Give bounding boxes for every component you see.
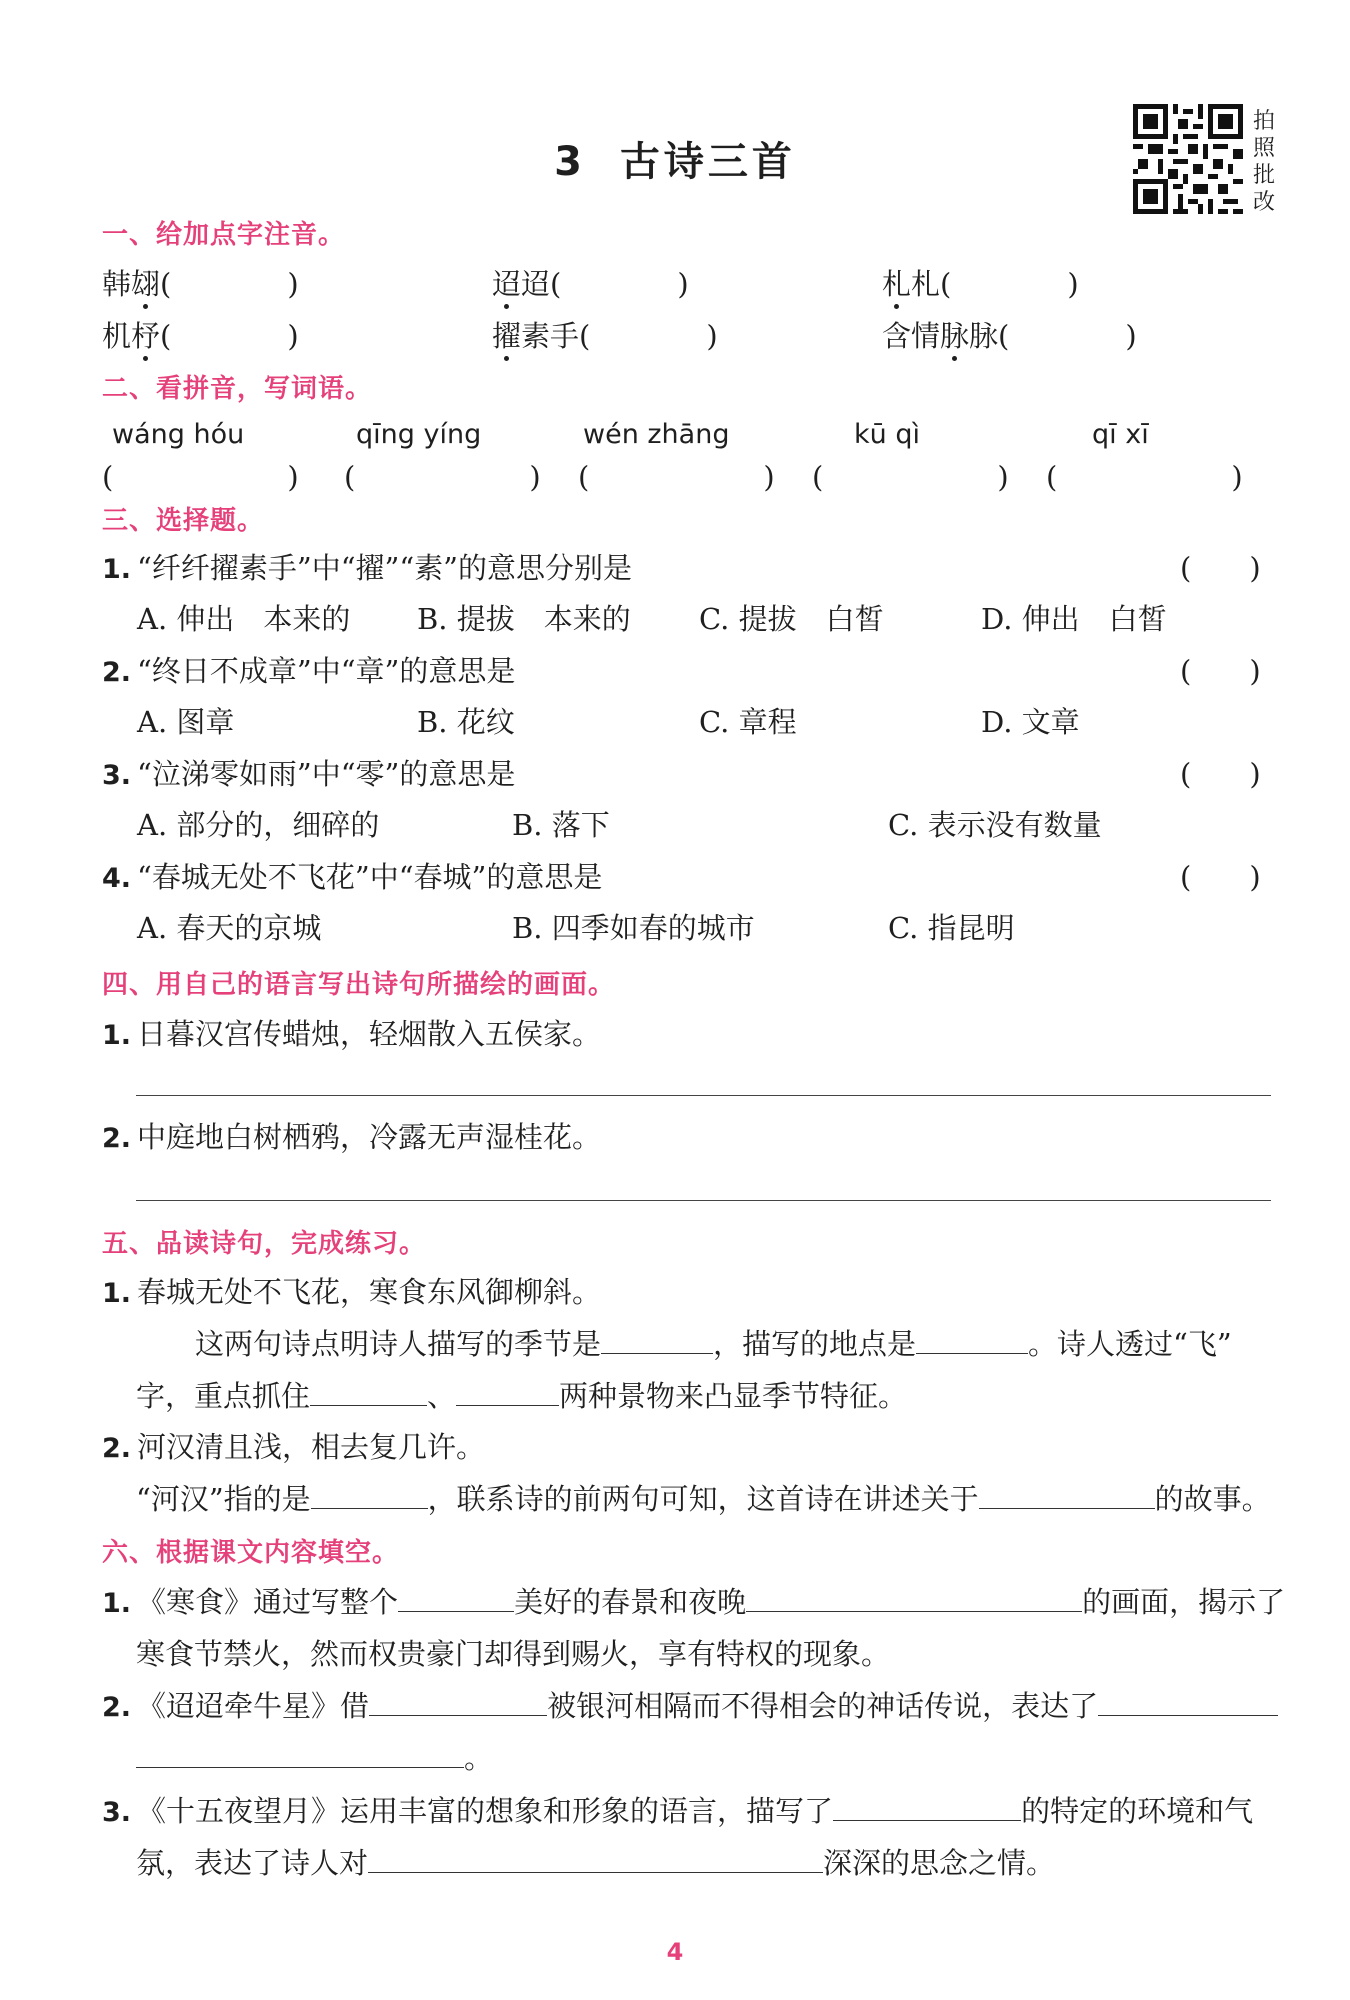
mcq-1-question: 1. “纤纤擢素手”中“擢”“素”的意思分别是 [102,551,633,585]
mcq-4-answer-paren[interactable]: ( ) [1180,860,1261,894]
pinyin-1: wáng hóu [112,419,245,450]
s5-q1-line2: 字，重点抓住 、 两种景物来凸显季节特征。 [136,1379,908,1413]
answer-blank[interactable]: ( ) [579,319,718,353]
mcq-3-question: 3. “泣涕零如雨”中“零”的意思是 [102,757,516,791]
section-6-heading: 六、根据课文内容填空。 [102,1538,400,1568]
s5-q2: 2. 河汉清且浅，相去复几许。 [102,1430,486,1464]
section-3-heading: 三、选择题。 [102,506,265,536]
mcq-2-option-d[interactable]: D. 文章 [981,705,1080,739]
mcq-1-option-a[interactable]: A. 伸出 本来的 [137,602,351,636]
mcq-3-option-a[interactable]: A. 部分的，细碎的 [137,808,380,842]
word-blank-4[interactable]: ( ) [812,460,1009,494]
section-4-heading: 四、用自己的语言写出诗句所描绘的画面。 [102,970,616,1000]
fill-blank[interactable] [833,1794,1021,1821]
mcq-2-option-b[interactable]: B. 花纹 [417,705,515,739]
s4-q1-answer-line[interactable] [136,1095,1271,1096]
mcq-4-question: 4. “春城无处不飞花”中“春城”的意思是 [102,860,603,894]
s4-q2: 2. 中庭地白树栖鸦，冷露无声湿桂花。 [102,1120,602,1154]
s6-q3-line1: 3. 《十五夜望月》运用丰富的想象和形象的语言，描写了 的特定的环境和气 [102,1794,1254,1828]
mcq-2-answer-paren[interactable]: ( ) [1180,654,1261,688]
qr-code-icon[interactable] [1133,104,1243,214]
mcq-3-option-b[interactable]: B. 落下 [512,808,610,842]
answer-blank[interactable]: ( ) [998,319,1137,353]
s4-q1: 1. 日暮汉宫传蜡烛，轻烟散入五侯家。 [102,1017,602,1051]
s6-q1-line1: 1. 《寒食》通过写整个 美好的春景和夜晚 的画面，揭示了 [102,1585,1286,1619]
answer-blank[interactable]: ( ) [160,319,299,353]
word-blank-1[interactable]: ( ) [102,460,299,494]
fill-blank[interactable] [456,1379,559,1406]
s1-item-5: 擢素手( ) [492,319,718,353]
word-blank-2[interactable]: ( ) [344,460,541,494]
s6-q2-line2: 。 [136,1736,493,1777]
mcq-1-option-d[interactable]: D. 伸出 白皙 [981,602,1167,636]
page-number: 4 [666,1938,684,1966]
fill-blank[interactable] [746,1585,1082,1612]
s6-q1-line2: 寒食节禁火，然而权贵豪门却得到赐火，享有特权的现象。 [136,1637,891,1671]
s5-q1: 1. 春城无处不飞花，寒食东风御柳斜。 [102,1275,602,1309]
section-1-heading: 一、给加点字注音。 [102,220,346,250]
pinyin-4: kū qì [854,419,920,450]
mcq-2-option-a[interactable]: A. 图章 [137,705,235,739]
mcq-2-question: 2. “终日不成章”中“章”的意思是 [102,654,516,688]
mcq-4-option-b[interactable]: B. 四季如春的城市 [512,911,755,945]
mcq-3-option-c[interactable]: C. 表示没有数量 [888,808,1102,842]
answer-blank[interactable]: ( ) [550,267,689,301]
pinyin-5: qī xī [1092,419,1149,450]
section-2-heading: 二、看拼音，写词语。 [102,374,373,404]
fill-blank[interactable] [369,1689,547,1716]
fill-blank[interactable] [601,1327,713,1354]
mcq-1-option-b[interactable]: B. 提拔 本来的 [417,602,631,636]
mcq-1-option-c[interactable]: C. 提拔 白皙 [699,602,884,636]
mcq-2-option-c[interactable]: C. 章程 [699,705,797,739]
s6-q3-line2: 氛，表达了诗人对 深深的思念之情。 [136,1846,1056,1880]
s5-q2-line1: “河汉”指的是 ，联系诗的前两句可知，这首诗在讲述关于 的故事。 [136,1482,1271,1516]
answer-blank[interactable]: ( ) [160,267,299,301]
fill-blank[interactable] [136,1741,464,1768]
s5-q1-line1: 这两句诗点明诗人描写的季节是 ，描写的地点是 。诗人透过“飞” [195,1327,1232,1361]
word-blank-5[interactable]: ( ) [1046,460,1243,494]
fill-blank[interactable] [398,1585,514,1612]
answer-blank[interactable]: ( ) [940,267,1079,301]
s1-item-3: 札札( ) [882,267,1079,301]
mcq-4-option-a[interactable]: A. 春天的京城 [137,911,322,945]
qr-label: 拍照批改 [1253,109,1276,215]
s1-item-6: 含情脉脉( ) [882,319,1137,353]
fill-blank[interactable] [979,1482,1155,1509]
s1-item-2: 迢迢( ) [492,267,689,301]
s1-item-4: 机杼( ) [102,319,299,353]
fill-blank[interactable] [368,1846,823,1873]
fill-blank[interactable] [310,1379,427,1406]
fill-blank[interactable] [916,1327,1028,1354]
mcq-3-answer-paren[interactable]: ( ) [1180,757,1261,791]
section-5-heading: 五、品读诗句，完成练习。 [102,1229,427,1259]
lesson-number: 3 [554,139,586,185]
pinyin-3: wén zhāng [583,419,730,450]
s1-item-1: 韩翃( ) [102,267,299,301]
fill-blank[interactable] [311,1482,428,1509]
word-blank-3[interactable]: ( ) [578,460,775,494]
s4-q2-answer-line[interactable] [136,1200,1271,1201]
mcq-1-answer-paren[interactable]: ( ) [1180,551,1261,585]
pinyin-2: qīng yíng [356,419,482,450]
s6-q2-line1: 2. 《迢迢牵牛星》借 被银河相隔而不得相会的神话传说，表达了 [102,1684,1278,1725]
fill-blank[interactable] [1098,1689,1278,1716]
mcq-4-option-c[interactable]: C. 指昆明 [888,911,1015,945]
lesson-title-text: 古诗三首 [619,139,796,185]
